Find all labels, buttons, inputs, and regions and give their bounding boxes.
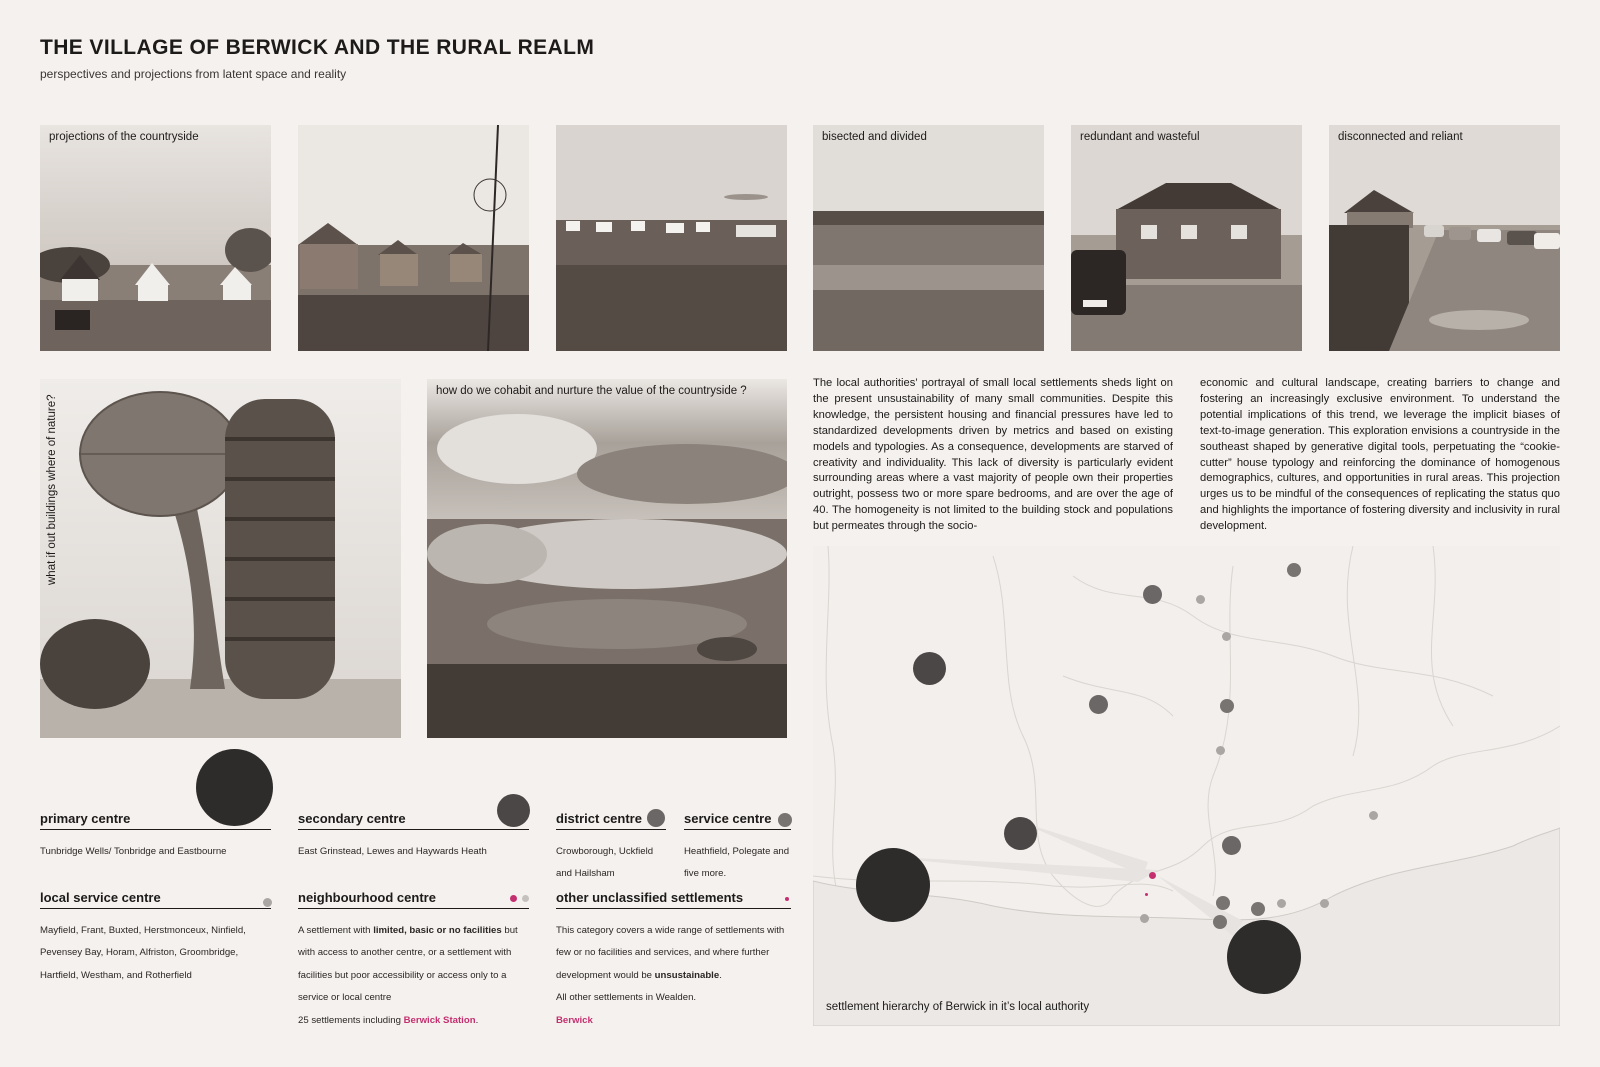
legend-district-centre xyxy=(556,811,666,886)
photo-car-park xyxy=(1329,125,1560,351)
map-dot-local-3 xyxy=(1216,746,1225,755)
map-dot-service-5 xyxy=(1213,915,1227,929)
map-dot-berwick xyxy=(1145,893,1148,896)
map-dot-district-1 xyxy=(1143,585,1162,604)
photo-house-car xyxy=(1071,125,1302,351)
berwick-highlight: Berwick xyxy=(556,1014,593,1026)
legend-primary-centre xyxy=(40,811,271,863)
photo-countryside-landscape xyxy=(427,379,787,738)
page-subtitle: perspectives and projections from latent space and reality xyxy=(40,67,347,81)
photo-estate-grassland xyxy=(556,125,787,351)
primary-centre-label: primary centre xyxy=(40,811,271,830)
map-dot-service-1 xyxy=(1287,563,1301,577)
caption-projections-countryside: projections of the countryside xyxy=(49,131,199,143)
map-dot-service-3 xyxy=(1216,896,1230,910)
map-caption: settlement hierarchy of Berwick in it’s local authority xyxy=(826,1001,1090,1013)
essay-column-1: The local authorities’ portrayal of small local settlements sheds light on the present unsustainability of many small communities. Despite this knowledge, the persistent housing and financial pressures have led to standardized developments driven by metrics and based on existing models and typologies. As a consequence, developments are starved of creativity and individuality. This lack of diversity is particularly evident surrounding areas where a vast majority of people own their properties outright, possess two or more spare bedrooms, and are over the age of 40. The homogeneity is not limited to the building stock and populations but permeates through the socio- xyxy=(813,377,1173,533)
page-title: THE VILLAGE OF BERWICK AND THE RURAL REALM xyxy=(40,36,595,59)
neighbourhood-centre-label: neighbourhood centre xyxy=(298,890,529,909)
map-graphic xyxy=(813,546,1560,1026)
map-dot-local-4 xyxy=(1369,811,1378,820)
legend-service-centre xyxy=(684,811,791,886)
primary-centre-desc: Tunbridge Wells/ Tonbridge and Eastbourne xyxy=(40,846,227,857)
settlement-hierarchy-map xyxy=(813,546,1560,1026)
other-settlements-desc: This category covers a wide range of settlements with few or no facilities and services, and where further development would be unsustainable. All other settlements in Wealden. Berwick xyxy=(556,925,785,1026)
map-dot-berwick-station xyxy=(1149,872,1156,879)
secondary-centre-label: secondary centre xyxy=(298,811,529,830)
map-dot-service-2 xyxy=(1220,699,1234,713)
map-dot-primary-eastbourne xyxy=(1227,920,1301,994)
caption-bisected-divided: bisected and divided xyxy=(822,131,927,143)
map-dot-local-6 xyxy=(1320,899,1329,908)
secondary-centre-desc: East Grinstead, Lewes and Haywards Heath xyxy=(298,846,487,857)
map-dot-local-2 xyxy=(1222,632,1231,641)
legend-other-settlements xyxy=(556,890,791,1032)
berwick-station-highlight: Berwick Station xyxy=(403,1014,476,1026)
caption-redundant-wasteful: redundant and wasteful xyxy=(1080,131,1200,143)
map-dot-local-7 xyxy=(1140,914,1149,923)
map-dot-local-5 xyxy=(1277,899,1286,908)
service-centre-label: service centre xyxy=(684,811,791,830)
district-centre-desc: Crowborough, Uckfield and Hailsham xyxy=(556,846,654,880)
other-settlements-label: other unclassified settlements xyxy=(556,890,791,909)
service-centre-desc: Heathfield, Polegate and five more. xyxy=(684,846,790,880)
caption-cohabit-nurture: how do we cohabit and nurture the value of the countryside ? xyxy=(436,385,747,397)
caption-buildings-of-nature: what if out buildings where of nature? xyxy=(46,394,58,585)
neighbourhood-centre-desc: A settlement with limited, basic or no facilities but with access to another centre, or a settlement with facilities but poor accessibility or access only to a service or local centre 25 settlements including Berwick Station. xyxy=(298,925,518,1026)
map-dot-primary-tunbridge xyxy=(856,848,930,922)
legend-neighbourhood-centre xyxy=(298,890,529,1032)
legend-secondary-centre xyxy=(298,811,529,863)
map-dot-local-1 xyxy=(1196,595,1205,604)
map-dot-secondary-2 xyxy=(1004,817,1037,850)
photo-nature-tower xyxy=(40,379,401,738)
photo-brick-houses xyxy=(298,125,529,351)
caption-disconnected-reliant: disconnected and reliant xyxy=(1338,131,1463,143)
legend-local-service-centre xyxy=(40,890,271,987)
district-centre-label: district centre xyxy=(556,811,666,830)
local-service-centre-desc: Mayfield, Frant, Buxted, Herstmonceux, Ninfield, Pevensey Bay, Horam, Alfriston, Groombridge, Hartfield, Westham, and Rotherfield xyxy=(40,925,246,981)
photo-bisected-field xyxy=(813,125,1044,351)
map-dot-district-2 xyxy=(1089,695,1108,714)
map-dot-district-3 xyxy=(1222,836,1241,855)
local-service-centre-label: local service centre xyxy=(40,890,271,909)
map-dot-service-4 xyxy=(1251,902,1265,916)
photo-projections-countryside xyxy=(40,125,271,351)
map-dot-secondary-1 xyxy=(913,652,946,685)
essay-column-2: economic and cultural landscape, creating barriers to change and fostering an increasingly exclusive environment. To understand the potential implications of this trend, we leverage the implicit biases of text-to-image generation. This exploration envisions a countryside in the southeast shaped by generative digital tools, perpetuating the “cookie-cutter” house typology and reinforcing the dominance of homogenous demographics, cultures, and opportunities in rural areas. This projection urges us to be mindful of the consequences of replicating the status quo and highlights the importance of fostering diversity and inclusivity in rural development. xyxy=(1200,377,1560,533)
